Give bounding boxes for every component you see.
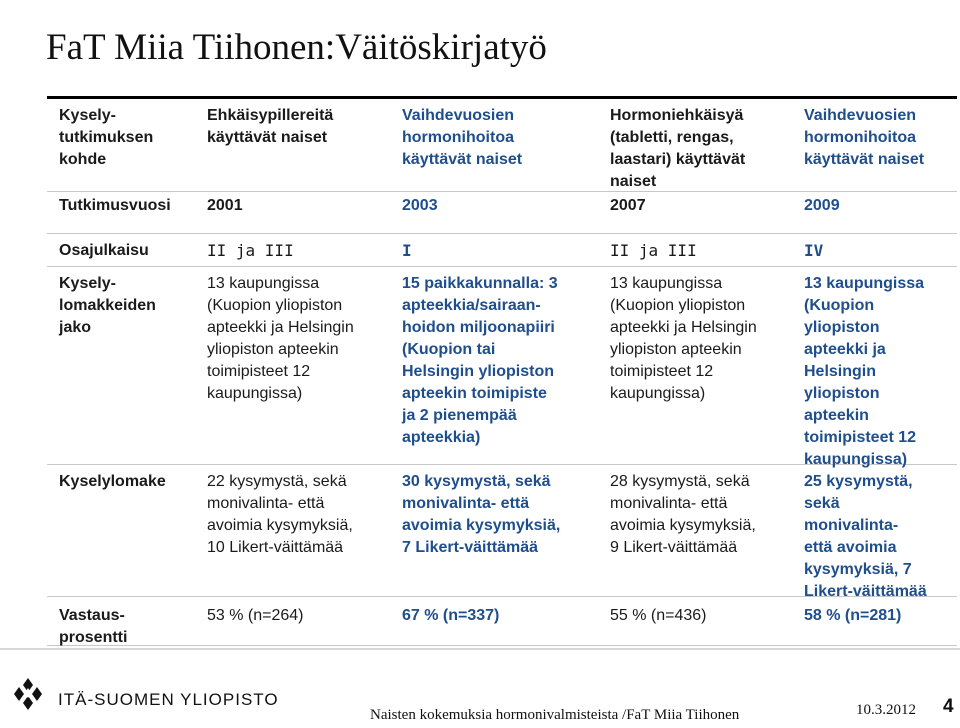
university-logo-icon [10, 676, 46, 712]
slide-title: FaT Miia Tiihonen:Väitöskirjatyö [46, 27, 547, 68]
distribution-cell-1: 13 kaupungissa (Kuopion yliopiston apteekki ja Helsingin yliopiston apteekin toimipisteet 12 kaupungissa) [207, 275, 354, 402]
row-label-response-rate: Vastaus- prosentti [59, 607, 128, 646]
university-name: ITÄ-SUOMEN YLIOPISTO [58, 690, 279, 709]
questionnaire-cell-1: 22 kysymystä, sekä monivalinta- että avoimia kysymyksiä, 10 Likert-väittämää [207, 473, 353, 556]
response-cell-3: 55 % (n=436) [610, 607, 707, 624]
year-cell-4: 2009 [804, 197, 840, 214]
questionnaire-cell-3: 28 kysymystä, sekä monivalinta- että avoimia kysymyksiä, 9 Likert-väittämää [610, 473, 756, 556]
row-label-questionnaire: Kyselylomake [59, 473, 166, 490]
table-row-questionnaire [47, 465, 957, 600]
year-cell-1: 2001 [207, 197, 243, 214]
footer-date: 10.3.2012 [856, 702, 916, 718]
distribution-cell-3: 13 kaupungissa (Kuopion yliopiston apteekki ja Helsingin yliopiston apteekin toimipisteet 12 kaupungissa) [610, 275, 757, 402]
header-cell-study-1: Ehkäisypillereitä käyttävät naiset [207, 107, 334, 146]
page-number: 4 [943, 696, 954, 717]
header-cell-study-3: Hormoniehkäisyä (tabletti, rengas, laastari) käyttävät naiset [610, 107, 746, 190]
study-table [47, 96, 957, 646]
publication-cell-2: I [402, 241, 412, 260]
table-row-year [47, 192, 957, 234]
footer-divider [0, 648, 960, 650]
response-cell-4: 58 % (n=281) [804, 607, 902, 624]
response-cell-2: 67 % (n=337) [402, 607, 500, 624]
footer-caption: Naisten kokemuksia hormonivalmisteista /FaT Miia Tiihonen [370, 707, 740, 723]
table-row-publication [47, 234, 957, 267]
distribution-cell-4: 13 kaupungissa (Kuopion yliopiston apteekki ja Helsingin yliopiston apteekin toimipisteet 12 kaupungissa) [804, 275, 925, 468]
row-label-publication: Osajulkaisu [59, 242, 149, 259]
header-cell-study-2: Vaihdevuosien hormonihoitoa käyttävät naiset [402, 107, 523, 168]
table-header-row [47, 99, 957, 192]
questionnaire-cell-4: 25 kysymystä, sekä monivalinta- että avoimia kysymyksiä, 7 Likert-väittämää [804, 473, 927, 600]
header-cell-subject: Kysely- tutkimuksen kohde [59, 107, 154, 168]
year-cell-2: 2003 [402, 197, 438, 214]
year-cell-3: 2007 [610, 197, 646, 214]
publication-cell-3: II ja III [610, 241, 697, 260]
questionnaire-cell-2: 30 kysymystä, sekä monivalinta- että avoimia kysymyksiä, 7 Likert-väittämää [402, 473, 561, 556]
row-label-distribution: Kysely- lomakkeiden jako [59, 275, 156, 336]
table-row-distribution [47, 267, 957, 468]
table-row-response-rate [47, 597, 957, 646]
header-cell-study-4: Vaihdevuosien hormonihoitoa käyttävät naiset [804, 107, 925, 168]
distribution-cell-2: 15 paikkakunnalla: 3 apteekkia/sairaan- hoidon miljoonapiiri (Kuopion tai Helsingin yliopiston apteekin toimipiste ja 2 pienempää apteekkia) [402, 275, 558, 446]
response-cell-1: 53 % (n=264) [207, 607, 304, 624]
row-label-year: Tutkimusvuosi [59, 197, 171, 214]
publication-cell-4: IV [804, 241, 824, 260]
publication-cell-1: II ja III [207, 241, 294, 260]
